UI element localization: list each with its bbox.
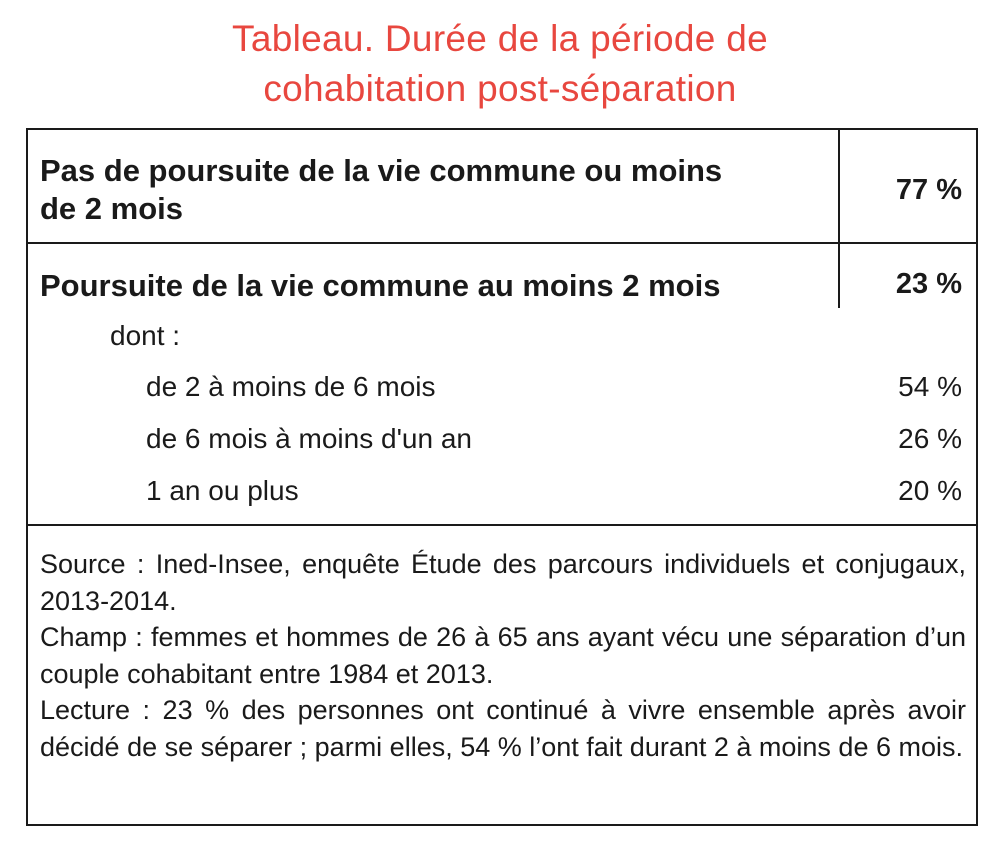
row-label-no-cohabitation-line-2: de 2 mois (40, 191, 183, 226)
breakdown-item-label: de 6 mois à moins d'un an (146, 423, 472, 454)
champ-note: Champ : femmes et hommes de 26 à 65 ans ayant vécu une séparation d’un couple cohabitant entre 1984 et 2013. (40, 622, 966, 689)
row-value-no-cohabitation: 77 % (895, 174, 962, 206)
row-value-cohabitation: 23 % (895, 268, 962, 300)
row-label-no-cohabitation-line-1: Pas de poursuite de la vie commune ou moins (40, 153, 723, 188)
breakdown-intro: dont : (110, 320, 181, 351)
lecture-note: Lecture : 23 % des personnes ont continué à vivre ensemble après avoir décidé de se séparer ; parmi elles, 54 % l’ont fait durant 2 à moins de 6 mois. (40, 695, 966, 762)
row-label-no-cohabitation (40, 152, 820, 228)
table-title (0, 14, 1000, 114)
notes-divider (28, 524, 976, 526)
table-notes (40, 546, 966, 765)
breakdown-item-value: 20 % (898, 475, 962, 506)
table-title-line-1: Tableau. Durée de la période de (232, 18, 768, 59)
row-divider (28, 242, 976, 244)
breakdown-item-label: 1 an ou plus (146, 475, 299, 506)
breakdown-item-value: 54 % (898, 371, 962, 402)
breakdown-item-label: de 2 à moins de 6 mois (146, 371, 436, 402)
column-divider (838, 130, 840, 308)
table-title-line-2: cohabitation post-séparation (263, 68, 737, 109)
row-label-cohabitation: Poursuite de la vie commune au moins 2 mois (40, 268, 721, 303)
source-note: Source : Ined-Insee, enquête Étude des parcours individuels et conjugaux, 2013-2014. (40, 549, 966, 616)
data-table (26, 128, 978, 826)
breakdown-item-value: 26 % (898, 423, 962, 454)
